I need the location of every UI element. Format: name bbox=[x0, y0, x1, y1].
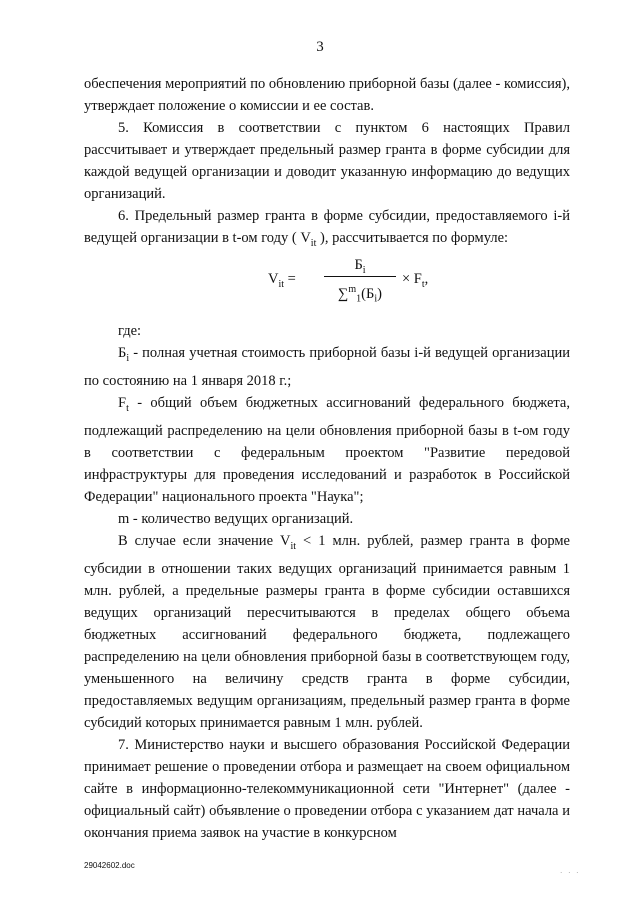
paragraph-6: 6. Предельный размер гранта в форме субсидии, предоставляемого i-й ведущей организации в t-ом году ( $V_{it}$ ), рассчитывается по формуле: bbox=[84, 208, 570, 249]
formula-denominator: $\sum^m_1(Б_i)$ bbox=[338, 284, 382, 305]
text-block-top bbox=[84, 73, 570, 255]
paragraph-5: 5. Комиссия в соответствии с пунктом 6 настоящих Правил рассчитывает и утверждает предельный размер гранта в форме субсидии для каждой ведущей организации и доводит указанную информацию до ведущих организаций. bbox=[84, 120, 570, 202]
definition-m: m - количество ведущих организаций. bbox=[118, 510, 354, 527]
paragraph-7: 7. Министерство науки и высшего образования Российской Федерации принимает решение о проведении отбора и размещает на своем официальном сайте в информационно-телекоммуникационной сети "Интернет" (далее - официальный сайт) объявление о проведении отбора с указанием дат начала и окончания приема заявок на участие в конкурсном bbox=[84, 736, 570, 841]
page-number: 3 bbox=[316, 39, 324, 55]
formula-numerator: $Б_i$ bbox=[354, 257, 366, 276]
formula-rhs: × $F_t$, bbox=[402, 271, 429, 290]
paragraph-where: где: bbox=[118, 323, 142, 339]
formula-fraction bbox=[324, 255, 396, 305]
text-block-bottom bbox=[84, 320, 570, 844]
definition-bi: $Б_i$ - полная учетная стоимость приборной базы i-й ведущей организации по состоянию на 1 января 2018 г.; bbox=[84, 345, 570, 389]
definition-ft: $F_t$ - общий объем бюджетных ассигнований федерального бюджета, подлежащий распределению на цели обновления приборной базы в t-ом году в соответствии с федеральным проектом "Развитие передовой инфраструктуры для проведения исследований и разработок в Российской Федерации" национального проекта "Наука"; bbox=[84, 394, 570, 505]
paragraph-min-grant: В случае если значение $V_{it} < 1$ млн. рублей, размер гранта в форме субсидии в отношении таких ведущих организаций принимается равным 1 млн. рублей, а предельные размеры гранта в форме субсидии оставшихся ведущих организаций пересчитываются в пределах общего объема бюджетных ассигнований федерального бюджета, подлежащего распределению на цели обновления приборной базы в соответствующем году, уменьшенного на величину средств гранта в форме субсидии, предоставляемых ведущим организациям, предельный размер гранта в форме субсидий которых принимается равным 1 млн. рублей. bbox=[84, 532, 570, 731]
footer-doc-code: 29042602.doc bbox=[84, 861, 135, 870]
paragraph: обеспечения мероприятий по обновлению приборной базы (далее - комиссия), утверждает положение о комиссии и ее состав. bbox=[84, 76, 570, 114]
scan-artifact: · · · bbox=[560, 869, 581, 877]
grant-formula bbox=[268, 255, 428, 311]
formula-lhs: $V_{it}$ = bbox=[268, 271, 296, 290]
fraction-bar bbox=[324, 276, 396, 277]
